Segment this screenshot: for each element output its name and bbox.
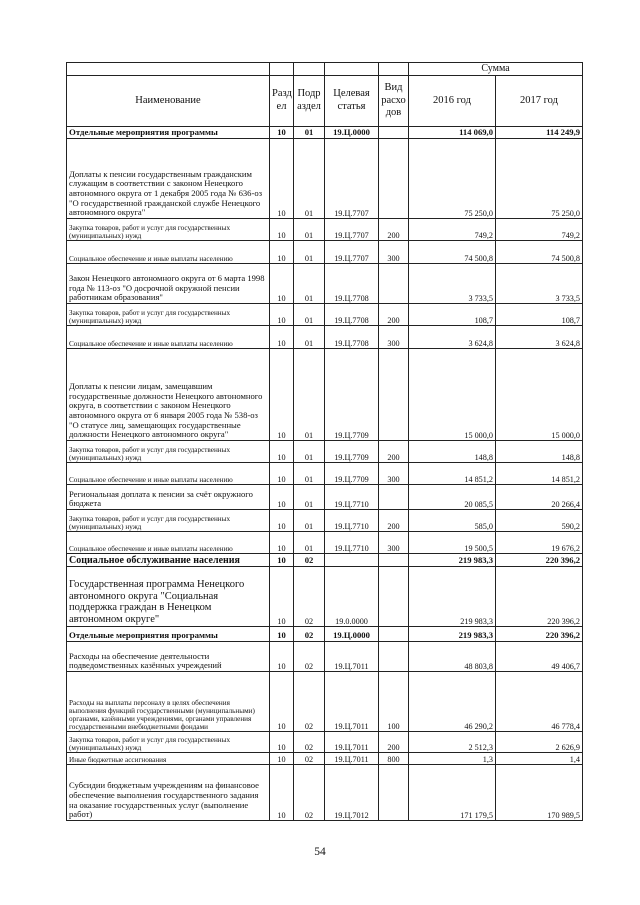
row-vid: 800 [379, 752, 409, 764]
row-2016: 219 983,3 [409, 553, 496, 566]
row-celevaya: 19.Ц.7709 [325, 440, 379, 462]
header-row [67, 75, 583, 126]
row-name: Социальное обслуживание населения [67, 553, 270, 566]
row-celevaya: 19.Ц.7709 [325, 462, 379, 484]
table-row [67, 553, 583, 566]
row-name: Доплаты к пенсии лицам, замещавшим государственные должности Ненецкого автономного округа, в соответствии с законом Ненецкого автономного округа от 6 января 2005 года № 538-оз "О статусе лиц, замещающих государственные должности Ненецкого автономного округа" [67, 348, 270, 440]
row-vid: 300 [379, 240, 409, 263]
row-podrazdel: 01 [294, 240, 325, 263]
row-razdel: 10 [270, 240, 294, 263]
row-vid [379, 138, 409, 218]
row-vid [379, 764, 409, 820]
row-2017: 15 000,0 [496, 348, 583, 440]
row-razdel: 10 [270, 671, 294, 731]
header-vid-rashodov: Вид расхо дов [379, 75, 409, 126]
table-row [67, 138, 583, 218]
row-vid [379, 566, 409, 626]
row-celevaya: 19.Ц.7011 [325, 641, 379, 671]
row-vid: 200 [379, 509, 409, 531]
row-2017: 20 266,4 [496, 484, 583, 509]
header-year-2016: 2016 год [409, 75, 496, 126]
row-razdel: 10 [270, 626, 294, 641]
budget-table [66, 62, 583, 821]
table-row [67, 440, 583, 462]
header-empty-name [67, 63, 270, 76]
row-2016: 3 624,8 [409, 325, 496, 348]
row-2016: 585,0 [409, 509, 496, 531]
table-row [67, 626, 583, 641]
row-celevaya: 19.Ц.7708 [325, 325, 379, 348]
row-podrazdel: 02 [294, 641, 325, 671]
row-podrazdel: 01 [294, 509, 325, 531]
row-celevaya: 19.Ц.7707 [325, 240, 379, 263]
row-vid [379, 263, 409, 303]
row-celevaya: 19.Ц.7709 [325, 348, 379, 440]
row-podrazdel: 02 [294, 566, 325, 626]
row-name: Отдельные мероприятия программы [67, 126, 270, 138]
row-2016: 219 983,3 [409, 566, 496, 626]
row-razdel: 10 [270, 531, 294, 553]
row-2017: 220 396,2 [496, 566, 583, 626]
row-2017: 148,8 [496, 440, 583, 462]
row-2017: 46 778,4 [496, 671, 583, 731]
row-celevaya: 19.Ц.7011 [325, 671, 379, 731]
row-celevaya: 19.Ц.7011 [325, 731, 379, 752]
table-row [67, 566, 583, 626]
row-2017: 590,2 [496, 509, 583, 531]
row-name: Субсидии бюджетным учреждениям на финансовое обеспечение выполнения государственного задания на оказание государственных услуг (выполнение работ) [67, 764, 270, 820]
row-vid [379, 626, 409, 641]
row-name: Социальное обеспечение и иные выплаты населению [67, 240, 270, 263]
row-2016: 1,3 [409, 752, 496, 764]
table-row [67, 752, 583, 764]
table-row [67, 531, 583, 553]
row-celevaya: 19.Ц.7707 [325, 138, 379, 218]
table-row [67, 126, 583, 138]
row-razdel: 10 [270, 348, 294, 440]
row-razdel: 10 [270, 218, 294, 240]
row-podrazdel: 02 [294, 671, 325, 731]
row-celevaya: 19.Ц.7707 [325, 218, 379, 240]
row-razdel: 10 [270, 764, 294, 820]
row-razdel: 10 [270, 553, 294, 566]
row-2017: 170 989,5 [496, 764, 583, 820]
row-2017: 108,7 [496, 303, 583, 325]
row-vid: 300 [379, 325, 409, 348]
row-name: Доплаты к пенсии государственным гражданским служащим в соответствии с законом Ненецкого автономного округа от 1 декабря 2005 года № 636-оз "О государственной гражданской службе Ненецкого автономного округа" [67, 138, 270, 218]
header-empty-razd [270, 63, 294, 76]
row-2016: 48 803,8 [409, 641, 496, 671]
row-2016: 148,8 [409, 440, 496, 462]
row-2016: 19 500,5 [409, 531, 496, 553]
row-vid: 200 [379, 218, 409, 240]
row-razdel: 10 [270, 325, 294, 348]
row-name: Региональная доплата к пенсии за счёт окружного бюджета [67, 484, 270, 509]
table-row [67, 325, 583, 348]
row-podrazdel: 02 [294, 752, 325, 764]
row-razdel: 10 [270, 138, 294, 218]
row-podrazdel: 01 [294, 218, 325, 240]
row-vid: 200 [379, 440, 409, 462]
row-celevaya: 19.Ц.7710 [325, 509, 379, 531]
row-2016: 749,2 [409, 218, 496, 240]
header-summa: Сумма [409, 63, 583, 76]
row-vid [379, 126, 409, 138]
row-celevaya: 19.Ц.7710 [325, 531, 379, 553]
row-name: Иные бюджетные ассигнования [67, 752, 270, 764]
row-podrazdel: 02 [294, 764, 325, 820]
row-name: Закупка товаров, работ и услуг для государственных (муниципальных) нужд [67, 303, 270, 325]
row-vid [379, 641, 409, 671]
table-row [67, 764, 583, 820]
header-razdel: Разд ел [270, 75, 294, 126]
row-razdel: 10 [270, 566, 294, 626]
row-razdel: 10 [270, 509, 294, 531]
row-podrazdel: 01 [294, 484, 325, 509]
row-name: Социальное обеспечение и иные выплаты населению [67, 531, 270, 553]
row-2016: 20 085,5 [409, 484, 496, 509]
header-celevaya-statya: Целевая статья [325, 75, 379, 126]
row-2017: 3 624,8 [496, 325, 583, 348]
row-razdel: 10 [270, 731, 294, 752]
table-row [67, 303, 583, 325]
row-2017: 3 733,5 [496, 263, 583, 303]
row-2017: 220 396,2 [496, 553, 583, 566]
row-2016: 114 069,0 [409, 126, 496, 138]
row-podrazdel: 01 [294, 440, 325, 462]
row-podrazdel: 01 [294, 263, 325, 303]
header-row-top [67, 63, 583, 76]
row-razdel: 10 [270, 303, 294, 325]
row-celevaya [325, 553, 379, 566]
row-podrazdel: 01 [294, 303, 325, 325]
row-razdel: 10 [270, 641, 294, 671]
row-razdel: 10 [270, 440, 294, 462]
row-2016: 75 250,0 [409, 138, 496, 218]
row-name: Закупка товаров, работ и услуг для государственных (муниципальных) нужд [67, 440, 270, 462]
row-razdel: 10 [270, 752, 294, 764]
header-empty-cel [325, 63, 379, 76]
row-2016: 74 500,8 [409, 240, 496, 263]
header-name: Наименование [67, 75, 270, 126]
table-row [67, 462, 583, 484]
table-row [67, 641, 583, 671]
row-2016: 108,7 [409, 303, 496, 325]
row-celevaya: 19.Ц.7012 [325, 764, 379, 820]
row-razdel: 10 [270, 484, 294, 509]
row-celevaya: 19.Ц.7710 [325, 484, 379, 509]
row-2017: 75 250,0 [496, 138, 583, 218]
table-row [67, 240, 583, 263]
row-name: Социальное обеспечение и иные выплаты населению [67, 462, 270, 484]
row-podrazdel: 02 [294, 553, 325, 566]
table-row [67, 509, 583, 531]
table-row [67, 218, 583, 240]
row-vid: 200 [379, 731, 409, 752]
header-empty-vid [379, 63, 409, 76]
header-year-2017: 2017 год [496, 75, 583, 126]
row-celevaya: 19.Ц.7708 [325, 263, 379, 303]
table-row [67, 348, 583, 440]
row-vid: 200 [379, 303, 409, 325]
row-podrazdel: 01 [294, 531, 325, 553]
page-number: 54 [314, 846, 326, 858]
row-vid: 100 [379, 671, 409, 731]
row-2016: 46 290,2 [409, 671, 496, 731]
table-row [67, 671, 583, 731]
row-2016: 14 851,2 [409, 462, 496, 484]
row-vid [379, 348, 409, 440]
table-row [67, 484, 583, 509]
table-row [67, 731, 583, 752]
row-2017: 114 249,9 [496, 126, 583, 138]
row-name: Расходы на обеспечение деятельности подведомственных казённых учреждений [67, 641, 270, 671]
row-2016: 219 983,3 [409, 626, 496, 641]
row-razdel: 10 [270, 263, 294, 303]
table-row [67, 263, 583, 303]
row-2017: 1,4 [496, 752, 583, 764]
row-2016: 15 000,0 [409, 348, 496, 440]
row-name: Отдельные мероприятия программы [67, 626, 270, 641]
row-podrazdel: 01 [294, 138, 325, 218]
row-name: Закупка товаров, работ и услуг для государственных (муниципальных) нужд [67, 731, 270, 752]
row-2017: 74 500,8 [496, 240, 583, 263]
row-celevaya: 19.Ц.0000 [325, 126, 379, 138]
row-podrazdel: 02 [294, 626, 325, 641]
row-razdel: 10 [270, 126, 294, 138]
row-celevaya: 19.Ц.7708 [325, 303, 379, 325]
row-podrazdel: 01 [294, 462, 325, 484]
row-2017: 14 851,2 [496, 462, 583, 484]
row-2017: 2 626,9 [496, 731, 583, 752]
header-podrazdel: Подр аздел [294, 75, 325, 126]
row-2017: 19 676,2 [496, 531, 583, 553]
row-vid [379, 484, 409, 509]
row-podrazdel: 01 [294, 325, 325, 348]
row-2016: 3 733,5 [409, 263, 496, 303]
row-razdel: 10 [270, 462, 294, 484]
row-podrazdel: 02 [294, 731, 325, 752]
row-2017: 749,2 [496, 218, 583, 240]
row-name: Социальное обеспечение и иные выплаты населению [67, 325, 270, 348]
row-podrazdel: 01 [294, 348, 325, 440]
row-vid: 300 [379, 462, 409, 484]
row-celevaya: 19.Ц.7011 [325, 752, 379, 764]
row-vid: 300 [379, 531, 409, 553]
row-name: Государственная программа Ненецкого автономного округа "Социальная поддержка граждан в Ненецком автономном округе" [67, 566, 270, 626]
row-name: Закон Ненецкого автономного округа от 6 марта 1998 года № 113-оз "О досрочной окружной пенсии работникам образования" [67, 263, 270, 303]
row-celevaya: 19.0.0000 [325, 566, 379, 626]
row-name: Закупка товаров, работ и услуг для государственных (муниципальных) нужд [67, 218, 270, 240]
row-name: Расходы на выплаты персоналу в целях обеспечения выполнения функций государственными (муниципальными) органами, казёнными учреждениями, органами управления государственными внебюджетными фондами [67, 671, 270, 731]
row-celevaya: 19.Ц.0000 [325, 626, 379, 641]
row-2016: 2 512,3 [409, 731, 496, 752]
row-2017: 49 406,7 [496, 641, 583, 671]
row-2017: 220 396,2 [496, 626, 583, 641]
header-empty-podr [294, 63, 325, 76]
row-vid [379, 553, 409, 566]
row-2016: 171 179,5 [409, 764, 496, 820]
row-name: Закупка товаров, работ и услуг для государственных (муниципальных) нужд [67, 509, 270, 531]
row-podrazdel: 01 [294, 126, 325, 138]
